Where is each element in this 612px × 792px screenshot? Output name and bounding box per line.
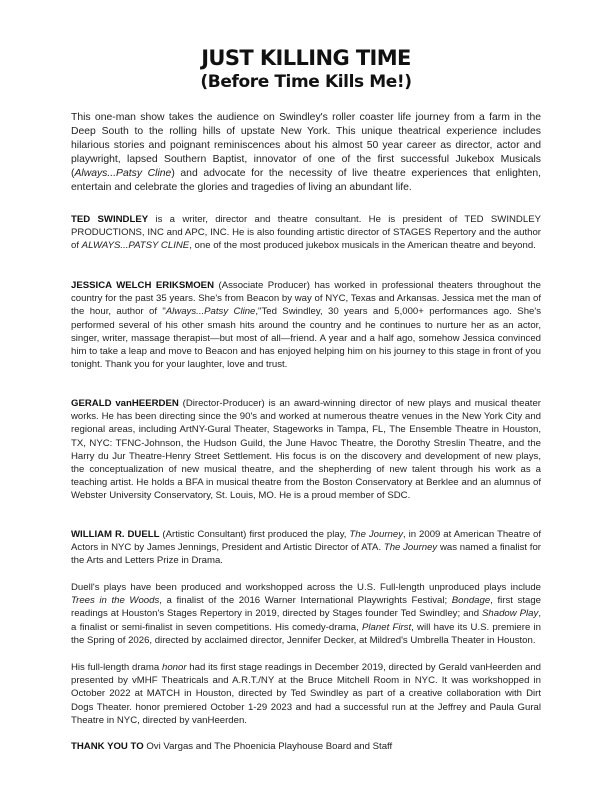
bio-ted-swindley — [71, 213, 541, 253]
bio-italic: ALWAYS...PATSY CLINE — [81, 240, 190, 252]
plays-italic-3: Shadow Play — [482, 608, 539, 620]
honor-italic: honor — [161, 662, 187, 673]
plays-text-2: , a finalist of the 2016 Warner International Playwrights Festival; — [159, 595, 452, 607]
thank-you-line — [71, 740, 541, 753]
plays-italic-1: Trees in the Woods — [71, 595, 160, 607]
honor-text-2: had its first stage readings in December 2019, directed by Gerald vanHeerden and presented by vMHF Theatricals and A.R.T./NY at the Bruce Mitchell Room in NYC. It was workshopped in October 2022 at MATCH in Houston, directed by Ted Swindley as part of a creative collaboration with Dirt Dogs Theater. honor premiered October 1-29 2023 and had a successful run at the Jeffrey and Paula Gural Theatre in NYC, directed by vanHeerden. — [71, 662, 541, 726]
bio-text-1: is a writer, director and theatre consultant. He is president of TED SWINDLEY PRODUCTIONS, INC and APC, INC. He is also founding artistic director of STAGES Repertory and the author of — [71, 214, 541, 252]
thank-you-text: Ovi Vargas and The Phoenicia Playhouse Board and Staff — [143, 741, 393, 752]
bio-text-2: , one of the most produced jukebox musicals in the American theatre and beyond. — [189, 240, 536, 252]
bio-italic-1: The Journey — [349, 529, 404, 540]
intro-text-1: This one-man show takes the audience on Swindley's roller coaster life journey from a farm in the Deep South to the rolling hills of upstate New York. This unique theatrical experience includes hilarious stories and poignant reminiscences about his almost 50 year career as director, actor and playwright, lapsed Southern Baptist, innovator of one of the first successful Jukebox Musicals ( — [71, 112, 541, 180]
bio-name: GERALD vanHEERDEN — [71, 398, 179, 409]
duell-honor-paragraph — [71, 661, 541, 727]
bio-name: WILLIAM R. DUELL — [71, 529, 160, 540]
page-title: JUST KILLING TIME — [201, 46, 411, 70]
bio-jessica-eriksmoen — [71, 279, 541, 371]
bio-italic-2: The Journey — [383, 542, 438, 554]
plays-text-5: , will have its U.S. premiere in the Spring of 2026, directed by acclaimed director, Jennifer Decker, at Mildred's Umbrella Theater in Houston. — [71, 621, 541, 646]
bio-gerald-vanheerden — [71, 397, 541, 503]
intro-paragraph — [71, 111, 541, 196]
bio-text-1: (Associate Producer) has worked in professional theaters throughout the country for the past 35 years. She's from Beacon by way of NYC, Texas and Arkansas. Jessica met the man of the hour, author of " — [71, 280, 541, 318]
bio-text-2: ,"Ted Swindley, 30 years and 5,000+ performances ago. She's performed several of his other smash hits around the country and he continues to nurture her as an actor, singer, writer, massage therapist—but most of all—friend. A year and a half ago, somehow Jessica convinced him to take a leap and move to Beacon and has enjoyed helping him on his journey to this stage in front of you tonight. Thank you for your laughter, love and trust. — [71, 306, 542, 371]
bio-william-duell — [71, 528, 541, 568]
bio-name: JESSICA WELCH ERIKSMOEN — [71, 280, 214, 291]
page-subtitle: (Before Time Kills Me!) — [200, 72, 412, 92]
plays-text-4: , a finalist or semi-finalist in seven competitions. His comedy-drama, — [71, 608, 541, 633]
bio-name: TED SWINDLEY — [71, 214, 149, 225]
honor-text-1: His full-length drama — [71, 662, 162, 673]
intro-text-2: ) and advocate for the necessity of live theatre experiences that enlighten, entertain and celebrate the glories and tragedies of living an abundant life. — [71, 168, 541, 194]
plays-italic-2: Bondage — [451, 595, 491, 607]
bio-text-1: (Artistic Consultant) first produced the play, — [159, 529, 350, 540]
bio-italic: Always...Patsy Cline — [165, 306, 256, 318]
plays-italic-4: Planet First — [362, 621, 412, 633]
intro-title-italic: Always...Patsy Cline — [74, 168, 172, 180]
bio-text-1: (Director-Producer) is an award-winning director of new plays and musical theater works. He has been directing since the 90's and worked at numerous theatre venues in the New York City and regional areas, including ArtNY-Gural Theater, Stageworks in Tampa, FL, The Ensemble Theatre in Houston, TX, NYC: TFNC-Johnson, the Hudson Guild, the June Havoc Theatre, the Dorothy Streslin Theatre, and the Harry du Jur Theatre-Henry Street Settlement. His focus is on the discovery and development of new plays, the conceptualization of new musical theatre, and the shepherding of new talent through his work as a teaching artist. He holds a BFA in musical theatre from the Boston Conservatory at Berklee and an alumnus of Webster University Conservatory, St. Louis, MO. He is a proud member of SDC. — [71, 398, 541, 502]
bio-text-2: , in 2009 at American Theatre of Actors in NYC by James Jennings, President and Artistic Director of ATA. — [71, 529, 541, 554]
plays-text-3: , first stage readings at Houston's Stages Repertory in 2019, directed by Stages founder Ted Swindley; and — [71, 595, 541, 620]
thank-you-label: THANK YOU TO — [71, 741, 144, 752]
bio-text-3: was named a finalist for the Arts and Letters Prize in Drama. — [71, 542, 541, 567]
plays-text-1: Duell's plays have been produced and workshopped across the U.S. Full-length unproduced plays include — [71, 582, 541, 593]
duell-plays-paragraph — [71, 581, 541, 647]
